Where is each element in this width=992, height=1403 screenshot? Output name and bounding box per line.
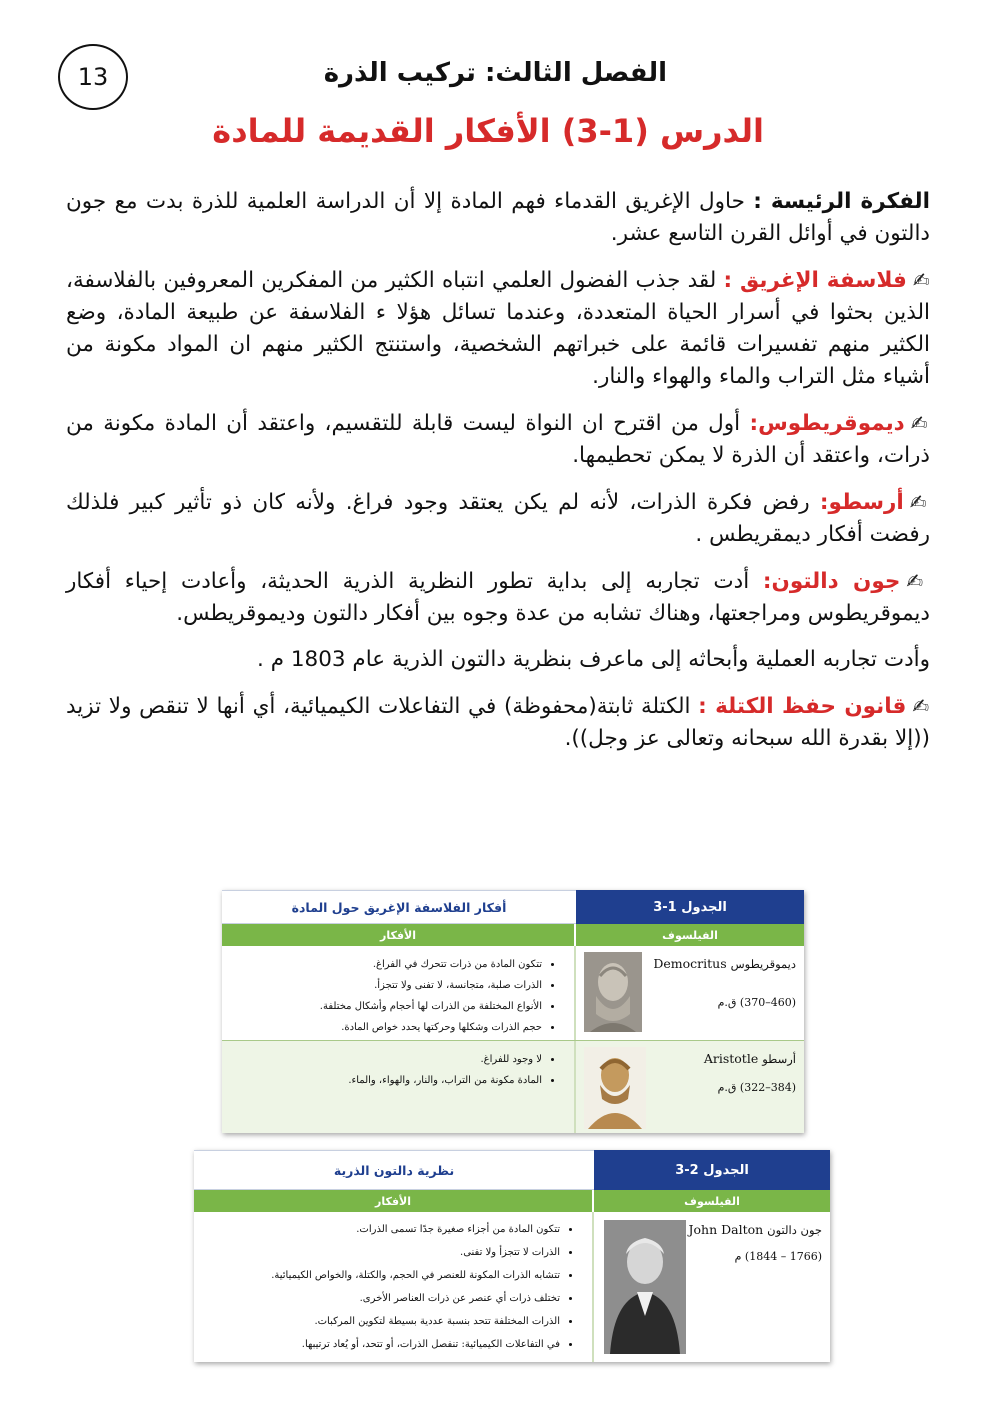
lesson-body bbox=[66, 186, 930, 769]
greek-paragraph bbox=[66, 264, 930, 393]
john-dalton-portrait bbox=[604, 1220, 686, 1354]
list-item: • الذرات لا تتجزأ ولا تفنى. bbox=[204, 1241, 560, 1264]
table-dalton-theory bbox=[194, 1150, 830, 1362]
lesson-title: الدرس (1-3) الأفكار القديمة للمادة bbox=[212, 112, 764, 150]
list-item: • تختلف ذرات أي عنصر عن ذرات العناصر الأخرى. bbox=[204, 1287, 560, 1310]
dalton-label: جون دالتون: bbox=[762, 569, 901, 594]
philosopher-name: أرسطوAristotle bbox=[703, 1051, 796, 1066]
dalton-paragraph-2: وأدت تجاربه العملية وأبحاثه إلى ماعرف بنظرية دالتون الذرية عام 1803 م . bbox=[257, 647, 930, 672]
mass-law-text: الكتلة ثابتة(محفوظة) في التفاعلات الكيميائية، أي أنها لا تنقص ولا تزيد ((إلا بقدرة الله سبحانه وتعالى عز وجل)). bbox=[66, 694, 930, 751]
main-idea-text: حاول الإغريق القدماء فهم المادة إلا أن الدراسة العلمية للذرة بدت مع جون دالتون في أوائل القرن التاسع عشر. bbox=[66, 189, 930, 246]
page-number: 13 bbox=[58, 44, 128, 110]
democritus-label: ديموقريطوس: bbox=[749, 411, 905, 436]
table-title: أفكار الفلاسفة الإغريق حول المادة bbox=[222, 890, 576, 924]
column-header-philosopher: الفيلسوف bbox=[574, 924, 804, 946]
ideas-list bbox=[232, 954, 560, 1038]
ideas-cell bbox=[194, 1212, 594, 1362]
aristotle-paragraph bbox=[66, 486, 930, 551]
table-header bbox=[194, 1150, 830, 1190]
ideas-list bbox=[232, 1049, 560, 1091]
table-column-headers bbox=[222, 924, 804, 946]
pencil-icon: ✍ bbox=[906, 569, 930, 593]
mass-law-paragraph bbox=[66, 690, 930, 755]
pencil-icon: ✍ bbox=[909, 490, 931, 514]
list-item: • المادة مكونة من التراب، والنار، والهواء، والماء. bbox=[232, 1070, 542, 1091]
philosopher-cell bbox=[594, 1212, 830, 1362]
main-idea-paragraph bbox=[66, 186, 930, 250]
philosopher-name: ديموقريطوسDemocritus bbox=[653, 956, 796, 971]
list-item: • تتكون المادة من ذرات تتحرك في الفراغ. bbox=[232, 954, 542, 975]
pencil-icon: ✍ bbox=[912, 268, 931, 292]
table-title: نظرية دالتون الذرية bbox=[194, 1150, 594, 1190]
table-header bbox=[222, 890, 804, 924]
dalton-paragraph bbox=[66, 565, 930, 630]
aristotle-label: أرسطو: bbox=[819, 490, 904, 515]
list-item: • تتكون المادة من أجزاء صغيرة جدًا تسمى الذرات. bbox=[204, 1218, 560, 1241]
ideas-cell bbox=[222, 946, 576, 1040]
greek-text: لقد جذب الفضول العلمي انتباه الكثير من المفكرين المعروفين بالفلاسفة، الذين بحثوا في أسرار الحياة المتعددة، وعندما تسائل هؤلا ء الفلاسفة عن طبيعة المادة، وضع الكثير منهم تفسيرات قائمة على خبراتهم الشخصية، واستنتج الكثير منهم ان المواد مكونة من أشياء مثل التراب والماء والهواء والنار. bbox=[66, 268, 930, 389]
greek-label: فلاسفة الإغريق : bbox=[723, 268, 907, 293]
aristotle-text: رفض فكرة الذرات، لأنه لم يكن يعتقد وجود فراغ. ولأنه كان ذو تأثير كبير فلذلك رفضت أفكار ديمقريطس . bbox=[66, 490, 930, 547]
pencil-icon: ✍ bbox=[910, 411, 930, 435]
list-item: • في التفاعلات الكيميائية: تنفصل الذرات، أو تتحد، أو يُعاد ترتيبها. bbox=[204, 1333, 560, 1356]
chapter-title: الفصل الثالث: تركيب الذرة bbox=[323, 58, 667, 88]
philosopher-cell bbox=[576, 946, 804, 1040]
list-item: • تتشابه الذرات المكونة للعنصر في الحجم، والكتلة، والخواص الكيميائية. bbox=[204, 1264, 560, 1287]
philosopher-dates: (384–322) ق.م bbox=[717, 1081, 796, 1094]
main-idea-label: الفكرة الرئيسة : bbox=[753, 189, 930, 214]
table-caption: الجدول 1-3 bbox=[576, 890, 804, 924]
philosopher-name: جون دالتونJohn Dalton bbox=[688, 1222, 822, 1237]
ideas-cell bbox=[222, 1041, 576, 1133]
philosopher-dates: (460–370) ق.م bbox=[717, 996, 796, 1009]
list-item: • الذرات المختلفة تتحد بنسبة عددية بسيطة لتكوين المركبات. bbox=[204, 1310, 560, 1333]
table-row bbox=[222, 1041, 804, 1133]
list-item: • لا وجود للفراغ. bbox=[232, 1049, 542, 1070]
dalton-text: أدت تجاربه إلى بداية تطور النظرية الذرية الحديثة، وأعادت إحياء أفكار ديموقريطوس ومراجعتها، وهناك تشابه من عدة وجوه بين أفكار دالتون وديموقريطس. bbox=[66, 569, 930, 626]
democritus-text: أول من اقترح ان النواة ليست قابلة للتقسيم، واعتقد أن المادة مكونة من ذرات، واعتقد أن الذرة لا يمكن تحطيمها. bbox=[66, 411, 930, 468]
aristotle-portrait bbox=[584, 1047, 646, 1129]
column-header-ideas: الأفكار bbox=[374, 1194, 412, 1208]
pencil-icon: ✍ bbox=[912, 694, 930, 718]
democritus-paragraph bbox=[66, 407, 930, 472]
philosopher-cell bbox=[576, 1041, 804, 1133]
column-header-philosopher: الفيلسوف bbox=[592, 1190, 830, 1212]
philosopher-dates: (1766 – 1844) م bbox=[734, 1250, 822, 1263]
list-item: • الأنواع المختلفة من الذرات لها أحجام وأشكال مختلفة. bbox=[232, 996, 542, 1017]
table-column-headers bbox=[194, 1190, 830, 1212]
ideas-list bbox=[204, 1218, 578, 1356]
table-greek-philosophers bbox=[222, 890, 804, 1133]
list-item: • حجم الذرات وشكلها وحركتها يحدد خواص المادة. bbox=[232, 1017, 542, 1038]
table-row bbox=[222, 946, 804, 1041]
democritus-portrait bbox=[584, 952, 642, 1032]
table-caption: الجدول 2-3 bbox=[594, 1150, 830, 1190]
mass-law-label: قانون حفظ الكتلة : bbox=[698, 694, 907, 719]
table-row bbox=[194, 1212, 830, 1362]
list-item: • الذرات صلبة، متجانسة، لا تفنى ولا تتجزأ. bbox=[232, 975, 542, 996]
column-header-ideas: الأفكار bbox=[379, 928, 417, 942]
